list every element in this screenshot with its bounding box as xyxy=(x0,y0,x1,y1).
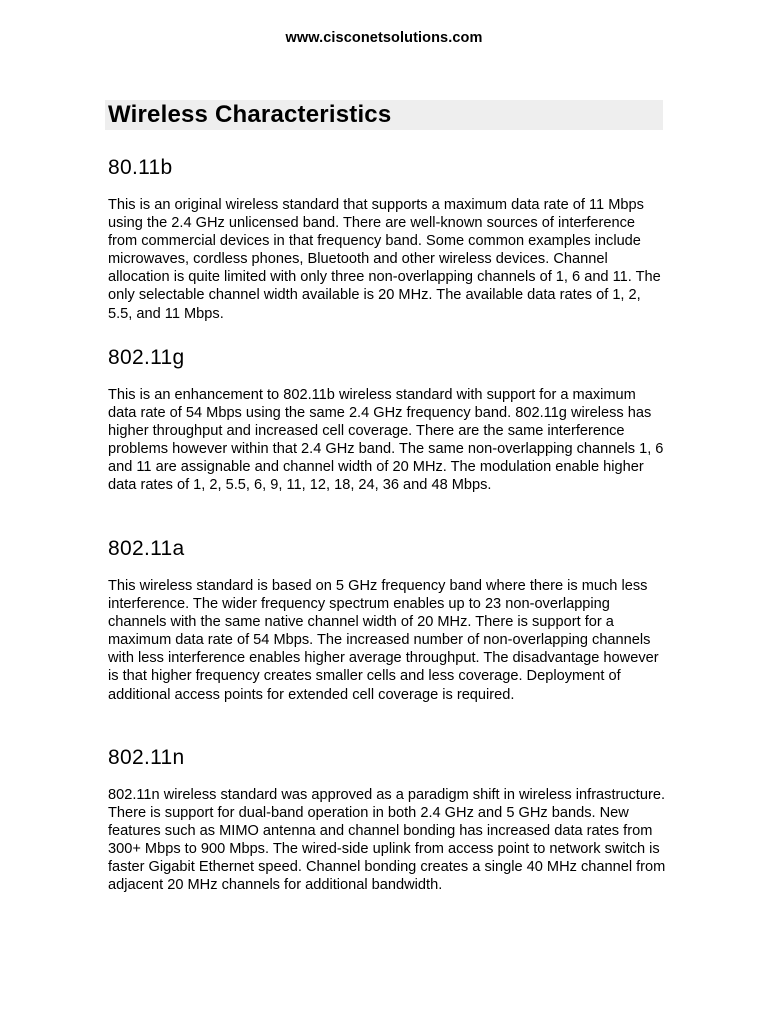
section-body: This wireless standard is based on 5 GHz frequency band where there is much less interference. The wider frequency spectrum enables up to 23 non-overlapping channels with the same native channel width of 20 MHz. There is support for a maximum data rate of 54 Mbps. The increased number of non-overlapping channels with less interference enables higher average throughput. The disadvantage however is that higher frequency creates smaller cells and less coverage. Deployment of additional access points for extended cell coverage is required. xyxy=(108,578,659,703)
title-banner xyxy=(105,100,663,130)
section-802-11a xyxy=(108,537,668,704)
section-heading: 802.11a xyxy=(108,537,185,560)
section-802-11g xyxy=(108,346,668,495)
page-title: Wireless Characteristics xyxy=(108,101,392,128)
section-80-11b xyxy=(108,156,668,323)
section-heading: 802.11n xyxy=(108,746,185,769)
section-heading: 802.11g xyxy=(108,346,185,369)
section-body: This is an enhancement to 802.11b wireless standard with support for a maximum data rate of 54 Mbps using the same 2.4 GHz frequency band. 802.11g wireless has higher throughput and increased cell coverage. There are the same interference problems however within that 2.4 GHz band. The same non-overlapping channels 1, 6 and 11 are assignable and channel width of 20 MHz. The modulation enable higher data rates of 1, 2, 5.5, 6, 9, 11, 12, 18, 24, 36 and 48 Mbps. xyxy=(108,387,664,494)
section-body: This is an original wireless standard that supports a maximum data rate of 11 Mbps using the 2.4 GHz unlicensed band. There are well-known sources of interference from commercial devices in that frequency band. Some common examples include microwaves, cordless phones, Bluetooth and other wireless devices. Channel allocation is quite limited with only three non-overlapping channels of 1, 6 and 11. The only selectable channel width available is 20 MHz. The available data rates of 1, 2, 5.5, and 11 Mbps. xyxy=(108,197,661,322)
site-url-header: www.cisconetsolutions.com xyxy=(285,30,483,46)
section-body: 802.11n wireless standard was approved as a paradigm shift in wireless infrastructure. There is support for dual-band operation in both 2.4 GHz and 5 GHz bands. New features such as MIMO antenna and channel bonding has increased data rates from 300+ Mbps to 900 Mbps. The wired-side uplink from access point to network switch is faster Gigabit Ethernet speed. Channel bonding creates a single 40 MHz channel from adjacent 20 MHz channels for additional bandwidth. xyxy=(108,787,666,894)
section-heading: 80.11b xyxy=(108,156,173,179)
section-802-11n xyxy=(108,746,668,895)
